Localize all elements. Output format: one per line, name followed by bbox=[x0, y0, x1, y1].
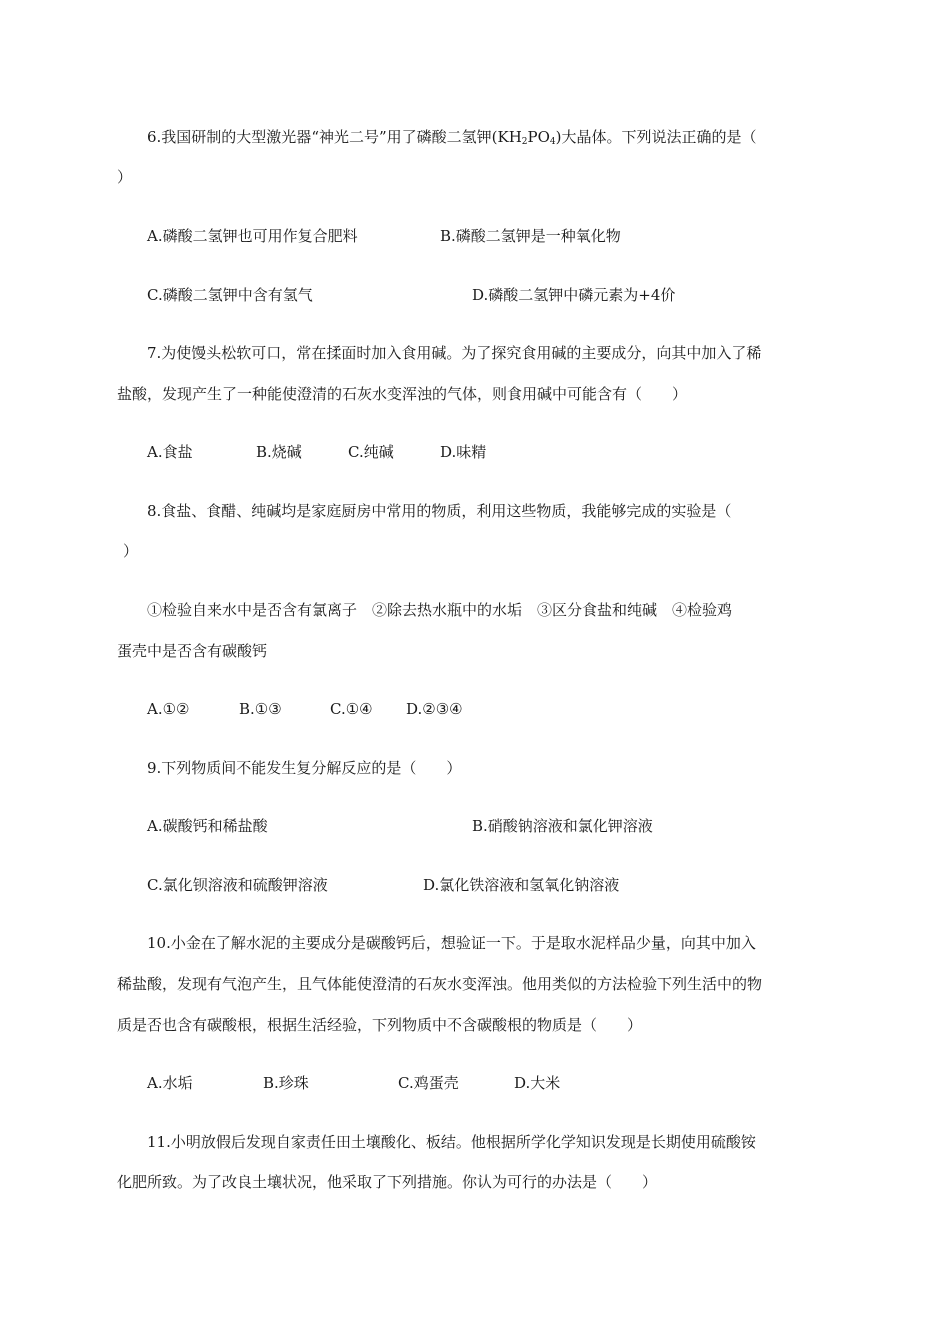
option-a: A.①② bbox=[147, 700, 190, 718]
option-d: D.味精 bbox=[440, 443, 487, 461]
question-10-stem: 10.小金在了解水泥的主要成分是碳酸钙后，想验证一下。于是取水泥样品少量，向其中加入 bbox=[147, 934, 756, 952]
question-7-stem-cont: 盐酸，发现产生了一种能使澄清的石灰水变浑浊的气体，则食用碱中可能含有（ ） bbox=[117, 385, 688, 403]
option-c: C.纯碱 bbox=[348, 443, 394, 461]
question-8-stem-cont: ） bbox=[123, 542, 139, 560]
question-6-stem: 6.我国研制的大型激光器“神光二号”用了磷酸二氢钾$(KH_2PO_4)$大晶体。下列说法正确的是（ bbox=[147, 128, 757, 147]
question-10-stem-cont-2: 质是否也含有碳酸根，根据生活经验，下列物质中不含碳酸根的物质是（ ） bbox=[117, 1016, 643, 1034]
question-9-stem: 9.下列物质间不能发生复分解反应的是（ ） bbox=[147, 759, 462, 777]
option-d: D.大米 bbox=[514, 1074, 561, 1092]
option-b: B.硝酸钠溶液和氯化钾溶液 bbox=[472, 817, 653, 835]
question-10-stem-cont: 稀盐酸，发现有气泡产生，且气体能使澄清的石灰水变浑浊。他用类似的方法检验下列生活中的物 bbox=[117, 975, 763, 993]
option-a: A.食盐 bbox=[147, 443, 193, 461]
question-8-items-cont: 蛋壳中是否含有碳酸钙 bbox=[117, 642, 268, 660]
option-c: C.①④ bbox=[330, 700, 373, 718]
question-11-stem-cont: 化肥所致。为了改良土壤状况，他采取了下列措施。你认为可行的办法是（ ） bbox=[117, 1173, 658, 1191]
option-c: C.氯化钡溶液和硫酸钾溶液 bbox=[147, 876, 328, 894]
option-b: B.珍珠 bbox=[263, 1074, 309, 1092]
option-b: B.烧碱 bbox=[256, 443, 302, 461]
option-a: A.磷酸二氢钾也可用作复合肥料 bbox=[147, 227, 358, 245]
option-b: B.磷酸二氢钾是一种氧化物 bbox=[440, 227, 621, 245]
question-8-stem: 8.食盐、食醋、纯碱均是家庭厨房中常用的物质，利用这些物质，我能够完成的实验是（ bbox=[147, 502, 732, 520]
option-d: D.磷酸二氢钾中磷元素为+4价 bbox=[472, 286, 676, 304]
option-b: B.①③ bbox=[239, 700, 282, 718]
option-a: A.水垢 bbox=[147, 1074, 193, 1092]
option-a: A.碳酸钙和稀盐酸 bbox=[147, 817, 268, 835]
question-7-stem: 7.为使馒头松软可口，常在揉面时加入食用碱。为了探究食用碱的主要成分，向其中加入了稀 bbox=[147, 344, 762, 362]
option-c: C.磷酸二氢钾中含有氢气 bbox=[147, 286, 313, 304]
option-d: D.②③④ bbox=[406, 700, 463, 718]
question-8-items: ①检验自来水中是否含有氯离子 ②除去热水瓶中的水垢 ③区分食盐和纯碱 ④检验鸡 bbox=[147, 601, 733, 619]
option-d: D.氯化铁溶液和氢氧化钠溶液 bbox=[423, 876, 620, 894]
question-6-stem-cont: ） bbox=[117, 168, 133, 186]
option-c: C.鸡蛋壳 bbox=[398, 1074, 459, 1092]
question-11-stem: 11.小明放假后发现自家责任田土壤酸化、板结。他根据所学化学知识发现是长期使用硫酸铵 bbox=[147, 1133, 756, 1151]
